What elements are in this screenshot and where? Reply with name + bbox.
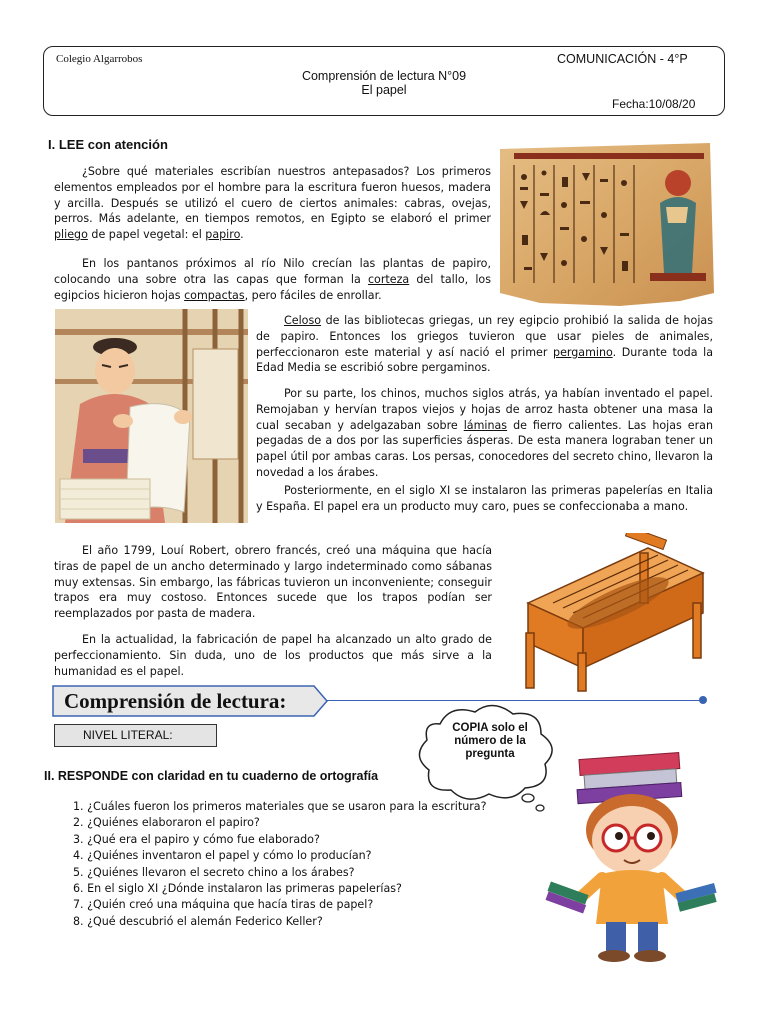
p4-text-b: de fierro calientes. Las hojas eran pegadas de a dos por las superficies ásperas. De esta manera lograban tener un papel útil por ambas caras. Los persas, conocedores del secreto chino, llevaron la novedad a los árabes. [256, 418, 713, 479]
page-subtitle: El papel [361, 83, 407, 97]
p4-text-a: Por su parte, los chinos, muchos siglos atrás, ya habían inventado el papel. Remojaban y hervían trapos viejos y hojas de arroz hasta obtener una masa la cual secaban y adelgazaban sobre [256, 387, 713, 432]
paragraph-5 [256, 483, 713, 515]
p2-text-a: En los pantanos próximos al río Nilo crecían las plantas de papiro, colocando una sobre otra las capas que forman la [54, 257, 491, 286]
subject-label: COMUNICACIÓN - 4°P [557, 52, 688, 66]
word-pergamino: pergamino [553, 345, 613, 359]
page-title: Comprensión de lectura N°09 [301, 69, 467, 83]
question-item: 1. ¿Cuáles fueron los primeros materiales que se usaron para la escritura? [73, 800, 487, 813]
p2-text-b: del tallo, los egipcios hicieron hojas [54, 272, 491, 302]
comprehension-title: Comprensión de lectura: [64, 689, 287, 713]
paragraph-4 [256, 386, 713, 481]
papyrus-image [500, 143, 714, 306]
word-laminas: láminas [463, 418, 508, 432]
paragraph-3 [256, 313, 713, 376]
question-item: 5. ¿Quiénes llevaron el secreto chino a los árabes? [73, 865, 355, 879]
paragraph-7 [54, 632, 492, 679]
question-item: 7. ¿Quién creó una máquina que hacía tiras de papel? [73, 898, 374, 912]
word-pliego: pliego [54, 228, 88, 242]
question-item: 2. ¿Quiénes elaboraron el papiro? [73, 816, 260, 830]
papermaker-image [55, 309, 248, 523]
banner-dot [699, 696, 707, 704]
p1-text-b: de papel vegetal: el [87, 228, 206, 242]
p1-text-c: . [240, 228, 244, 242]
p6-text: El año 1799, Louí Robert, obrero francés, creó una máquina que hacía tiras de papel de un ancho determinado y largo indeterminado como sábanas muy extensas. Sin embargo, las fábricas tuvieron un inconveniente; conseguir trapos era muy costoso. Entonces sucede que los trapos podían ser reemplazados por pasta de madera. [54, 544, 492, 621]
p5-text: Posteriormente, en el siglo XI se instalaron las primeras papelerías en Italia y España. El papel era un producto muy caro, pues se confeccionaba a mano. [256, 484, 713, 513]
question-item: 3. ¿Qué era el papiro y cómo fue elaborado? [73, 832, 320, 846]
p7-text: En la actualidad, la fabricación de papel ha alcanzado un alto grado de perfeccionamiento. Sin duda, uno de los productos que más sirve a la humanidad es el papel. [54, 633, 492, 678]
papyrus-illustration [500, 143, 714, 306]
section-heading-read: I. LEE con atención [48, 137, 168, 152]
word-celoso: Celoso [284, 314, 322, 327]
word-papiro: papiro [205, 228, 241, 242]
p3-text-b: . Durante toda la Edad Media se escribió sobre pergaminos. [256, 345, 713, 375]
question-item: 6. En el siglo XI ¿Dónde instalaron las primeras papelerías? [73, 882, 402, 896]
date-label: Fecha:10/08/20 [612, 97, 696, 111]
word-compactas: compactas [184, 288, 245, 302]
section-heading-respond: II. RESPONDE con claridad en tu cuaderno de ortografía [44, 769, 379, 783]
paragraph-1 [54, 164, 491, 243]
p2-text-c: , pero fáciles de enrollar. [244, 288, 382, 302]
cloud-note: COPIA solo el número de la pregunta [452, 722, 528, 760]
question-list [73, 799, 487, 930]
paragraph-6 [54, 543, 492, 622]
boy-with-books-illustration [540, 748, 720, 963]
word-corteza: corteza [367, 272, 410, 286]
level-box: NIVEL LITERAL: [54, 724, 217, 747]
p3-text-a: de las bibliotecas griegas, un rey egipcio prohibió la salida de hojas de papiro. Entonces los griegos tuvieron que usar pieles de animales, perfeccionaron este material y así nació el primer [256, 314, 713, 359]
question-item: 4. ¿Quiénes inventaron el papel y cómo lo producían? [73, 849, 372, 863]
paragraph-2 [54, 256, 491, 303]
chinese-papermaker-illustration [55, 309, 248, 523]
question-item: 8. ¿Qué descubrió el alemán Federico Keller? [73, 914, 323, 928]
machine-image [508, 533, 713, 693]
p1-text-a: ¿Sobre qué materiales escribían nuestros antepasados? Los primeros elementos empleados por el hombre para la escritura fueron huesos, madera y arcilla. Después se utilizó el cuero de ciertos animales: cabras, ovejas, perros. Más adelante, en tiempos remotos, en Egipto se elaboró el primer [54, 165, 491, 226]
school-name: Colegio Algarrobos [56, 53, 143, 65]
paper-machine-illustration [508, 533, 713, 693]
banner-line [318, 700, 704, 701]
